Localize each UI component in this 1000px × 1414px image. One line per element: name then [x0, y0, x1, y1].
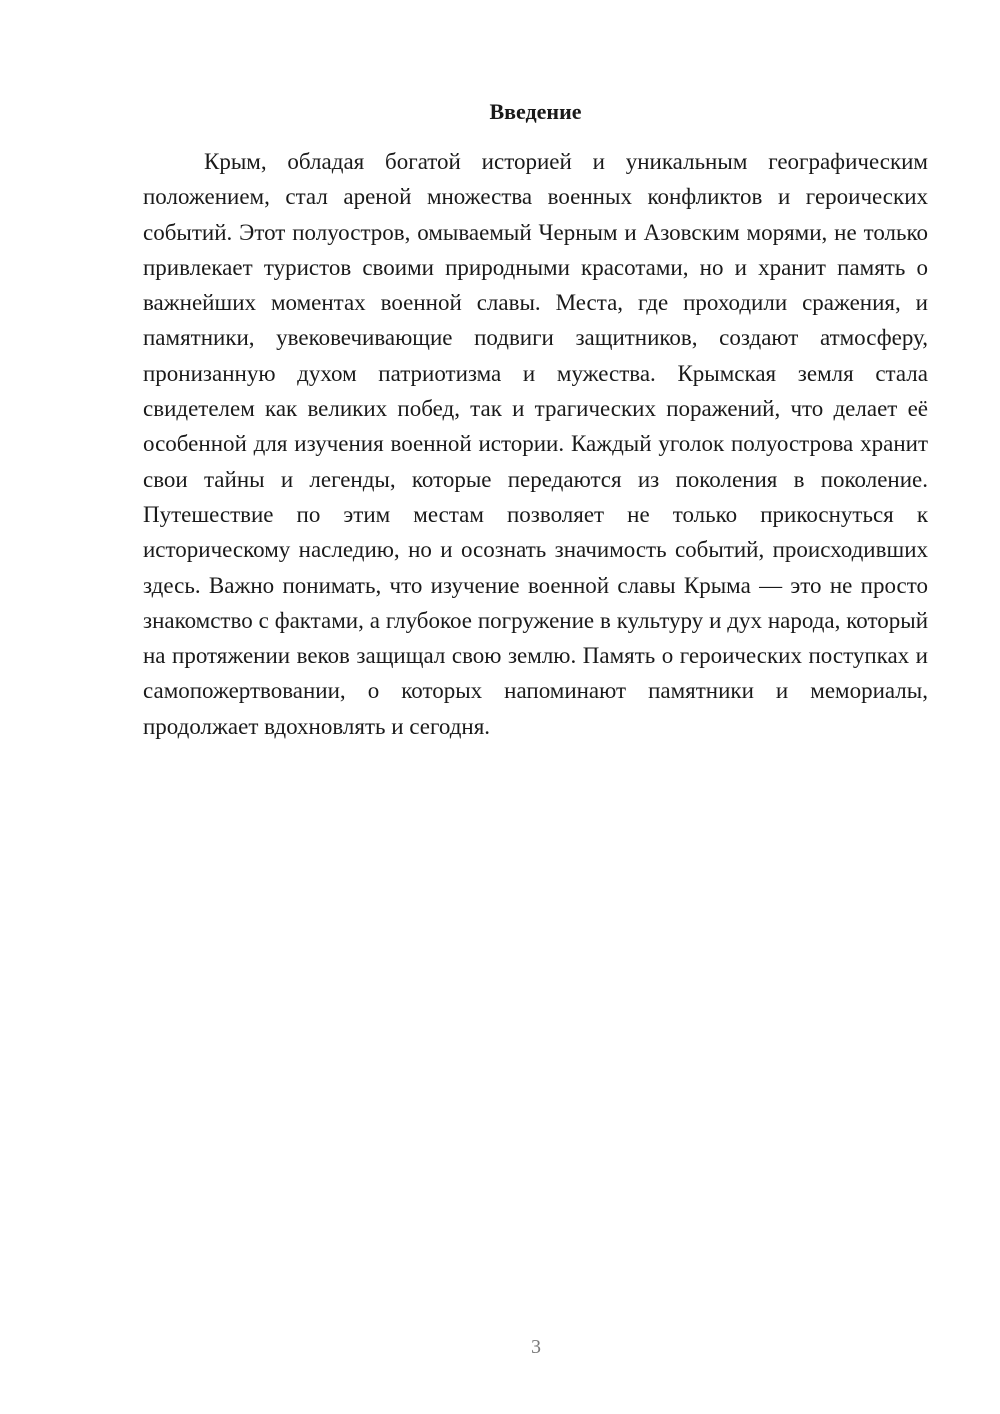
section-heading: Введение [489, 99, 582, 124]
introduction-paragraph: Крым, обладая богатой историей и уникальным географическим положением, стал ареной множества военных конфликтов и героических событий. Этот полуостров, омываемый Черным и Азовским морями, не только привлекает туристов своими природными красотами, но и хранит память о важнейших моментах военной славы. Места, где проходили сражения, и памятники, увековечивающие подвиги защитников, создают атмосферу, пронизанную духом патриотизма и мужества. Крымская земля стала свидетелем как великих побед, так и трагических поражений, что делает её особенной для изучения военной истории. Каждый уголок полуострова хранит свои тайны и легенды, которые передаются из поколения в поколение. Путешествие по этим местам позволяет не только прикоснуться к историческому наследию, но и осознать значимость событий, происходивших здесь. Важно понимать, что изучение военной славы Крыма — это не просто знакомство с фактами, а глубокое погружение в культуру и дух народа, который на протяжении веков защищал свою землю. Память о героических поступках и самопожертвовании, о которых напоминают памятники и мемориалы, продолжает вдохновлять и сегодня. [143, 149, 928, 739]
page-number: 3 [531, 1336, 541, 1358]
